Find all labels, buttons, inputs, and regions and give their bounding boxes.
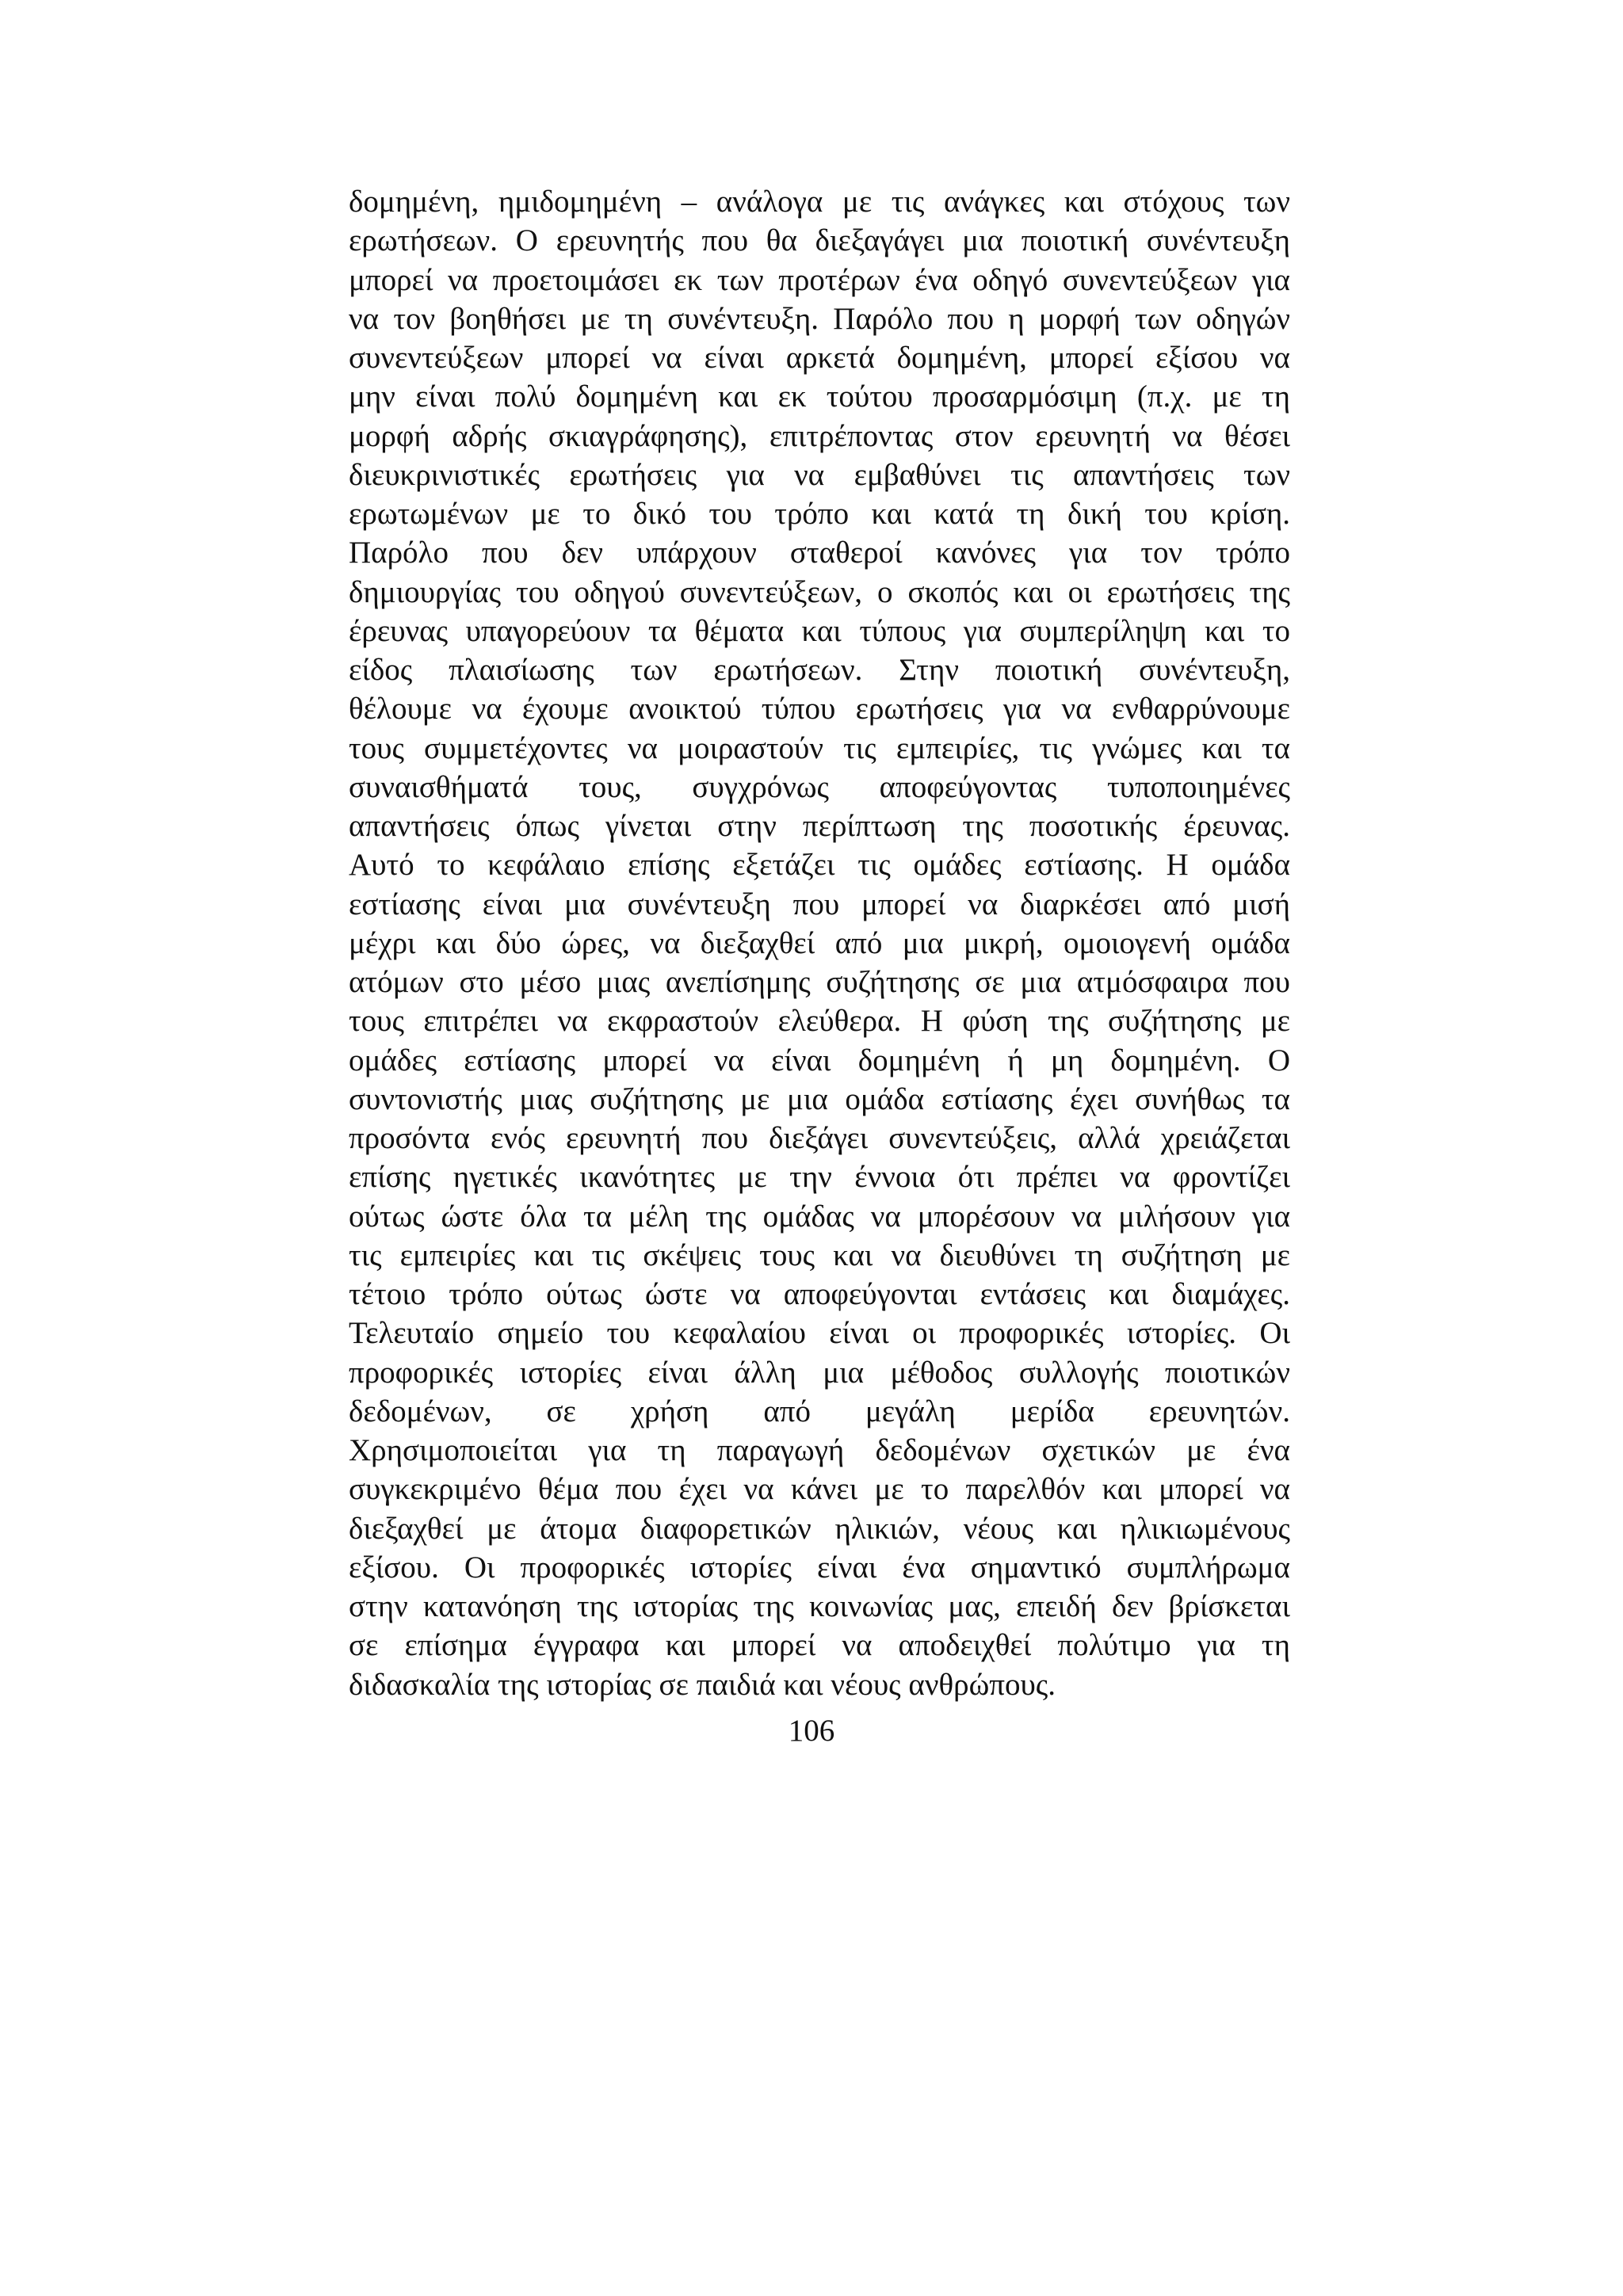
- text-line: μπορεί να προετοιμάσει εκ των προτέρων ένα οδηγό συνεντεύξεων για: [349, 262, 1290, 297]
- text-line: μην είναι πολύ δομημένη και εκ τούτου προσαρμόσιμη (π.χ. με τη: [349, 379, 1290, 414]
- text-line: συγκεκριμένο θέμα που έχει να κάνει με το παρελθόν και μπορεί να: [349, 1472, 1290, 1507]
- text-line: Παρόλο που δεν υπάρχουν σταθεροί κανόνες για τον τρόπο: [349, 536, 1290, 570]
- text-line: εστίασης είναι μια συνέντευξη που μπορεί να διαρκέσει από μισή: [349, 887, 1290, 921]
- text-line: έρευνας υπαγορεύουν τα θέματα και τύπους για συμπερίληψη και το: [349, 613, 1290, 648]
- text-line: στην κατανόηση της ιστορίας της κοινωνίας μας, επειδή δεν βρίσκεται: [349, 1589, 1290, 1623]
- text-line: ερωτήσεων. Ο ερευνητής που θα διεξαγάγει μια ποιοτική συνέντευξη: [349, 223, 1290, 258]
- text-line: δεδομένων, σε χρήση από μεγάλη μερίδα ερευνητών.: [349, 1394, 1290, 1428]
- text-line: δομημένη, ημιδομημένη – ανάλογα με τις ανάγκες και στόχους των: [349, 185, 1290, 219]
- text-line: τους συμμετέχοντες να μοιραστούν τις εμπειρίες, τις γνώμες και τα: [349, 730, 1290, 765]
- text-line: θέλουμε να έχουμε ανοικτού τύπου ερωτήσεις για να ενθαρρύνουμε: [349, 692, 1290, 727]
- text-line: Αυτό το κεφάλαιο επίσης εξετάζει τις ομάδες εστίασης. Η ομάδα: [349, 848, 1290, 883]
- text-line: ατόμων στο μέσο μιας ανεπίσημης συζήτησης σε μια ατμόσφαιρα που: [349, 965, 1290, 999]
- text-line: είδος πλαισίωσης των ερωτήσεων. Στην ποιοτική συνέντευξη,: [349, 653, 1290, 687]
- text-line: προσόντα ενός ερευνητή που διεξάγει συνεντεύξεις, αλλά χρειάζεται: [349, 1121, 1290, 1155]
- text-line: συνεντεύξεων μπορεί να είναι αρκετά δομημένη, μπορεί εξίσου να: [349, 341, 1290, 375]
- text-line: διευκρινιστικές ερωτήσεις για να εμβαθύνει τις απαντήσεις των: [349, 457, 1290, 492]
- text-line: σε επίσημα έγγραφα και μπορεί να αποδειχθεί πολύτιμο για τη: [349, 1628, 1290, 1663]
- text-line: ούτως ώστε όλα τα μέλη της ομάδας να μπορέσουν να μιλήσουν για: [349, 1199, 1290, 1234]
- text-line: συναισθήματά τους, συγχρόνως αποφεύγοντας τυποποιημένες: [349, 769, 1290, 804]
- text-line: Χρησιμοποιείται για τη παραγωγή δεδομένων σχετικών με ένα: [349, 1433, 1290, 1467]
- text-line: μορφή αδρής σκιαγράφησης), επιτρέποντας στον ερευνητή να θέσει: [349, 418, 1290, 453]
- text-line: δημιουργίας του οδηγού συνεντεύξεων, ο σκοπός και οι ερωτήσεις της: [349, 574, 1290, 609]
- text-line: να τον βοηθήσει με τη συνέντευξη. Παρόλο που η μορφή των οδηγών: [349, 301, 1290, 336]
- text-line: ομάδες εστίασης μπορεί να είναι δομημένη ή μη δομημένη. Ο: [349, 1043, 1290, 1077]
- text-line: τις εμπειρίες και τις σκέψεις τους και να διευθύνει τη συζήτηση με: [349, 1238, 1290, 1272]
- text-line: τέτοιο τρόπο ούτως ώστε να αποφεύγονται εντάσεις και διαμάχες.: [349, 1277, 1290, 1311]
- text-line: διεξαχθεί με άτομα διαφορετικών ηλικιών, νέους και ηλικιωμένους: [349, 1511, 1290, 1546]
- text-line: συντονιστής μιας συζήτησης με μια ομάδα εστίασης έχει συνήθως τα: [349, 1081, 1290, 1116]
- text-line: τους επιτρέπει να εκφραστούν ελεύθερα. Η φύση της συζήτησης με: [349, 1004, 1290, 1039]
- text-line: μέχρι και δύο ώρες, να διεξαχθεί από μια μικρή, ομοιογενή ομάδα: [349, 925, 1290, 960]
- body-text: [349, 182, 1290, 1704]
- page-number: 106: [788, 1714, 835, 1748]
- text-line: εξίσου. Οι προφορικές ιστορίες είναι ένα σημαντικό συμπλήρωμα: [349, 1550, 1290, 1585]
- text-line: Τελευταίο σημείο του κεφαλαίου είναι οι προφορικές ιστορίες. Οι: [349, 1316, 1290, 1351]
- text-line: διδασκαλία της ιστορίας σε παιδιά και νέους ανθρώπους.: [349, 1667, 1056, 1702]
- text-line: απαντήσεις όπως γίνεται στην περίπτωση της ποσοτικής έρευνας.: [349, 809, 1290, 843]
- text-line: προφορικές ιστορίες είναι άλλη μια μέθοδος συλλογής ποιοτικών: [349, 1355, 1290, 1390]
- text-line: επίσης ηγετικές ικανότητες με την έννοια ότι πρέπει να φροντίζει: [349, 1160, 1290, 1195]
- text-line: ερωτωμένων με το δικό του τρόπο και κατά τη δική του κρίση.: [349, 497, 1290, 531]
